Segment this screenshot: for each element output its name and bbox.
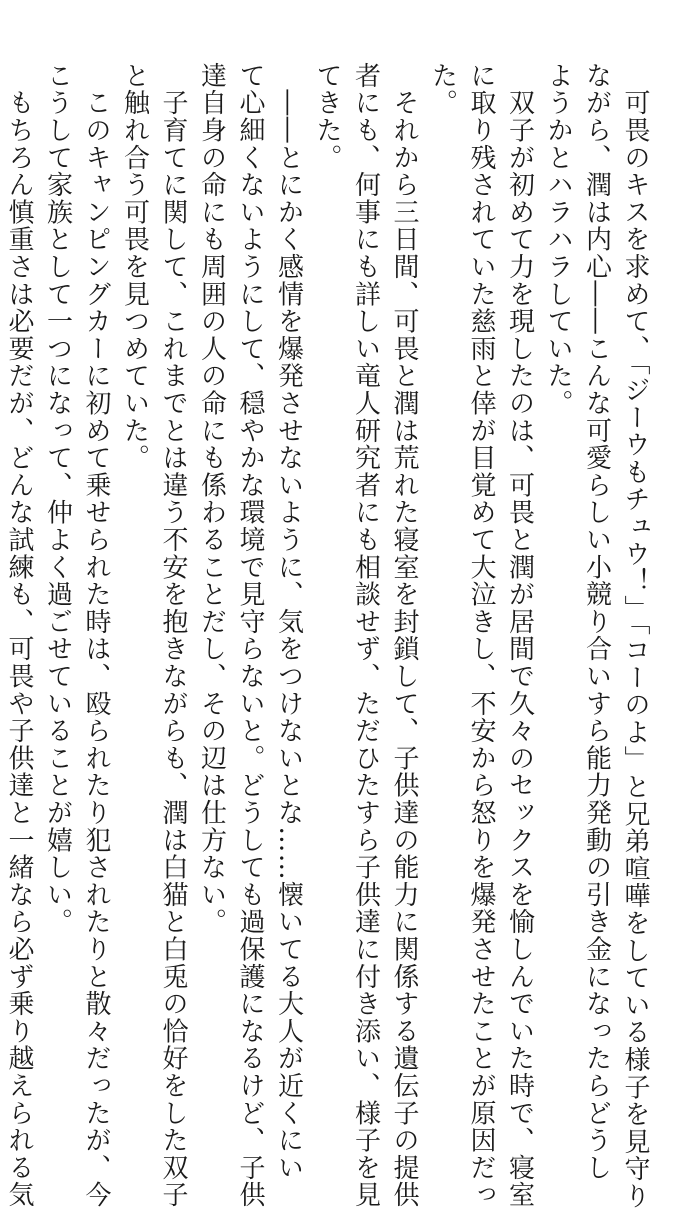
text-line: た。 <box>427 62 458 117</box>
text-line: 可畏のキスを求めて、「ジーウもチュウ！」「コーのよ」と兄弟喧嘩をしている様子を見守り <box>620 89 650 1210</box>
text-line: それから三日間、可畏と潤は荒れた寝室を封鎖して、子供達の能力に関係する遺伝子の提供 <box>389 89 419 1209</box>
vertical-text-body <box>4 62 654 1210</box>
text-line: ――とにかく感情を爆発させないように、気をつけないとな……懐いてる大人が近くにい <box>273 89 304 1182</box>
text-line: 双子が初めて力を現したのは、可畏と潤が居間で久々のセックスを愉しんでいた時で、寝室 <box>504 89 535 1209</box>
text-line: と触れ合う可畏を見つめていた。 <box>119 62 150 472</box>
text-line: ながら、潤は内心――こんな可愛らしい小競り合いすら能力発動の引き金になったらどうし <box>581 62 612 1182</box>
text-line: このキャンピングカーに初めて乗せられた時は、殴られたり犯されたりと散々だったが、今 <box>81 89 111 1209</box>
text-line: ようかとハラハラしていた。 <box>543 62 573 417</box>
text-line: もちろん慎重さは必要だが、どんな試練も、可畏や子供達と一緒なら必ず乗り越えられる気 <box>4 89 34 1209</box>
text-line: て心細くないようにして、穏やかな環境で見守らないと。どうしても過保護になるけど、子供 <box>235 62 265 1209</box>
text-line: こうして家族として一つになって、仲よく過ごせていることが嬉しい。 <box>42 62 73 936</box>
text-line: に取り残されていた慈雨と倖が目覚めて大泣きし、不安から怒りを爆発させたことが原因だっ <box>466 62 496 1209</box>
text-line: てきた。 <box>312 62 342 172</box>
text-line: 達自身の命にも周囲の人の命にも係わることだし、その辺は仕方ない。 <box>196 62 227 936</box>
text-line: 子育てに関して、これまでとは違う不安を抱きながらも、潤は白猫と白兎の恰好をした双子 <box>158 89 188 1209</box>
text-line: 者にも、何事にも詳しい竜人研究者にも相談せず、ただひたすら子供達に付き添い、様子を見 <box>350 62 381 1209</box>
